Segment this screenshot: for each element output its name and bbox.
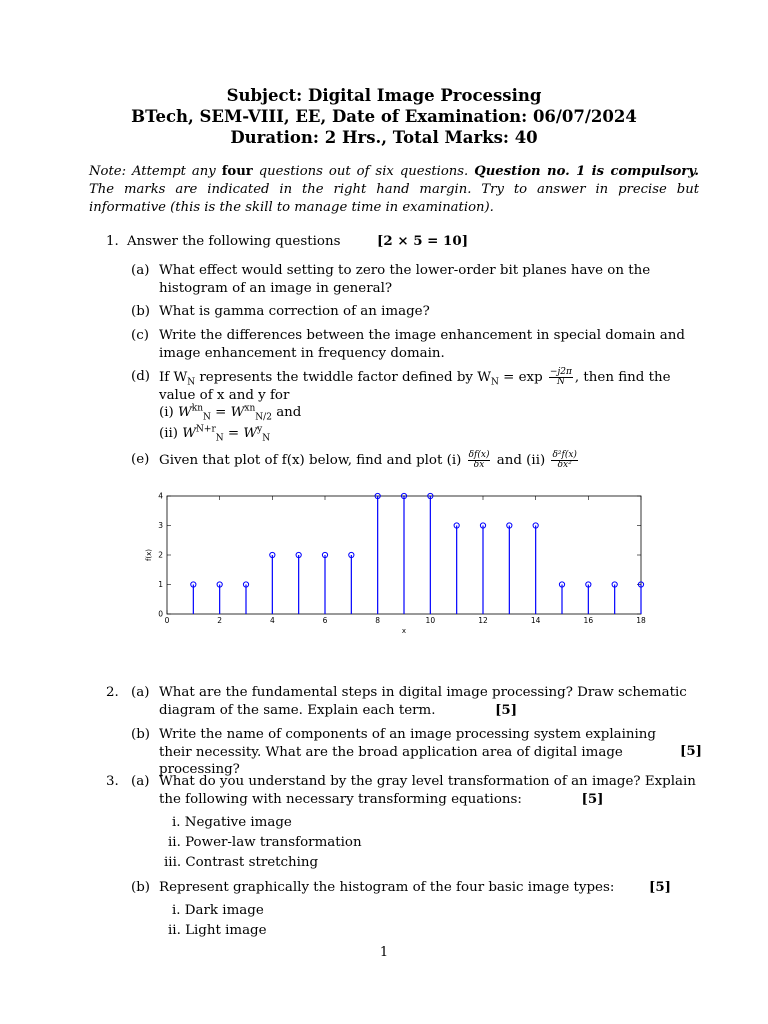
eq-w3: W [182, 426, 197, 441]
note-compulsory: Question no. 1 is compulsory. [474, 164, 699, 179]
y-tick-label: 3 [158, 521, 163, 530]
q1b-text: What is gamma correction of an image? [159, 304, 430, 319]
course-date-line: BTech, SEM-VIII, EE, Date of Examination: 06/07/2024 [131, 107, 637, 126]
eq-sign2: = [227, 426, 240, 441]
q3b-marks: [5] [649, 879, 671, 895]
q2b-marks: [5] [680, 743, 702, 759]
first-derivative [468, 451, 491, 470]
q3-number: 3. [106, 774, 119, 789]
x-tick-label: 16 [583, 616, 594, 625]
twiddle-num: −j2π [549, 367, 572, 377]
q1d-part1: If W [159, 370, 188, 385]
d2f-num: δ²f(x) [552, 450, 577, 460]
x-tick-label: 4 [269, 616, 275, 625]
q3b-item-1: i. Dark image [172, 903, 264, 918]
y-axis-label: f(x) [145, 548, 153, 562]
d2f-den: δx² [557, 460, 572, 470]
x-tick-label: 10 [425, 616, 436, 625]
q1-number: 1. [106, 234, 119, 249]
q1a-text: What effect would setting to zero the lower-order bit planes have on the histogram of an image in general? [159, 263, 651, 296]
eq-sup-xn: xn [244, 403, 256, 414]
y-tick-label: 1 [158, 580, 163, 589]
eq-sub-n2: N/2 [255, 412, 272, 423]
x-tick-label: 12 [478, 616, 488, 625]
eq-sign1: = [215, 405, 227, 420]
twiddle-fraction [549, 368, 573, 387]
note-text-1: Note: Attempt any [89, 164, 222, 179]
q1-text: Answer the following questions [127, 234, 341, 249]
q1d-ii-equation [159, 425, 270, 443]
df-den: δx [473, 460, 485, 470]
x-tick-label: 2 [217, 616, 223, 625]
q3b-label: (b) [131, 880, 151, 895]
y-tick-label: 2 [158, 550, 163, 560]
q3a-marks: [5] [581, 790, 604, 807]
eq-sup-nr: N+r [196, 424, 216, 435]
x-tick-label: 14 [530, 616, 541, 625]
q1e-text [159, 451, 700, 470]
q3a-text [159, 773, 700, 808]
q1d-sub-n2: N [490, 377, 499, 388]
q3b-item-2: ii. Light image [168, 923, 267, 938]
q3a-item-1: i. Negative image [172, 815, 292, 830]
q2-number: 2. [106, 685, 119, 700]
q1d-label: (d) [131, 369, 151, 384]
page-number: 1 [379, 945, 389, 960]
eq-sub-n4: N [262, 433, 271, 444]
q1d-i-label: (i) [159, 405, 174, 420]
q1d-part2: represents the twiddle factor defined by W [195, 370, 491, 385]
x-tick-label: 0 [164, 616, 170, 625]
eq-sub-n1: N [203, 412, 211, 423]
y-tick-label: 4 [158, 491, 163, 501]
df-num: δf(x) [468, 450, 490, 460]
eq-and: and [276, 405, 302, 420]
note-four: four [221, 164, 253, 179]
q1-marks: [2 × 5 = 10] [377, 233, 469, 249]
q2b-text: Write the name of components of an image processing system explaining their necessity. What are the broad application area of digital image processing? [159, 727, 656, 777]
q1e-label: (e) [131, 452, 150, 467]
subject-line: Subject: Digital Image Processing [226, 86, 542, 105]
eq-sub-n3: N [215, 433, 224, 444]
q3a-item-3: iii. Contrast stretching [164, 855, 319, 870]
twiddle-den: N [556, 377, 565, 387]
q1d-i-equation [159, 404, 301, 422]
q1c-label: (c) [131, 328, 149, 343]
eq-w1: W [178, 405, 192, 420]
q3b-text: Represent graphically the histogram of the four basic image types: [159, 880, 615, 895]
instructions-note [89, 163, 699, 217]
q1d-part4: , then find the value of x and y for [159, 370, 671, 403]
q2a-label: (a) [131, 685, 150, 700]
q1d-part3: = exp [498, 370, 547, 385]
exam-header [0, 85, 768, 148]
x-tick-label: 6 [322, 616, 328, 625]
note-text-2: questions out of six questions. [252, 164, 475, 179]
q1d-sub-n: N [187, 377, 196, 388]
plot-ticks [158, 492, 646, 626]
eq-sup-y: y [257, 424, 263, 435]
fx-stem-plot [140, 488, 660, 648]
x-axis-label: x [401, 627, 407, 635]
q2a-text [159, 684, 700, 719]
q3a-body: What do you understand by the gray level transformation of an image? Explain the following with necessary transforming equations: [159, 774, 696, 807]
second-derivative [551, 451, 577, 470]
q1b-label: (b) [131, 304, 151, 319]
q2a-marks: [5] [495, 701, 518, 718]
q1e-and: and (ii) [496, 453, 546, 468]
plot-stems [191, 493, 644, 614]
q1e-part1: Given that plot of f(x) below, find and plot (i) [159, 453, 462, 468]
q1d-text [159, 368, 700, 405]
eq-w4: W [243, 426, 258, 441]
x-tick-label: 18 [636, 616, 646, 625]
duration-marks-line: Duration: 2 Hrs., Total Marks: 40 [230, 128, 538, 147]
x-tick-label: 8 [375, 616, 381, 625]
q1a-label: (a) [131, 263, 150, 278]
q2b-label: (b) [131, 727, 151, 742]
y-tick-label: 0 [158, 609, 163, 619]
eq-sup-kn: kn [191, 403, 204, 414]
q1c-text: Write the differences between the image enhancement in special domain and image enhancement in frequency domain. [159, 328, 685, 361]
note-text-3: The marks are indicated in the right hand margin. Try to answer in precise but informative (this is the skill to manage time in examination). [89, 182, 699, 215]
q1d-ii-label: (ii) [159, 426, 179, 441]
q2a-body: What are the fundamental steps in digital image processing? Draw schematic diagram of the same. Explain each term. [159, 685, 687, 718]
q3a-label: (a) [131, 774, 150, 789]
eq-w2: W [230, 405, 245, 420]
q3a-item-2: ii. Power-law transformation [168, 835, 362, 850]
